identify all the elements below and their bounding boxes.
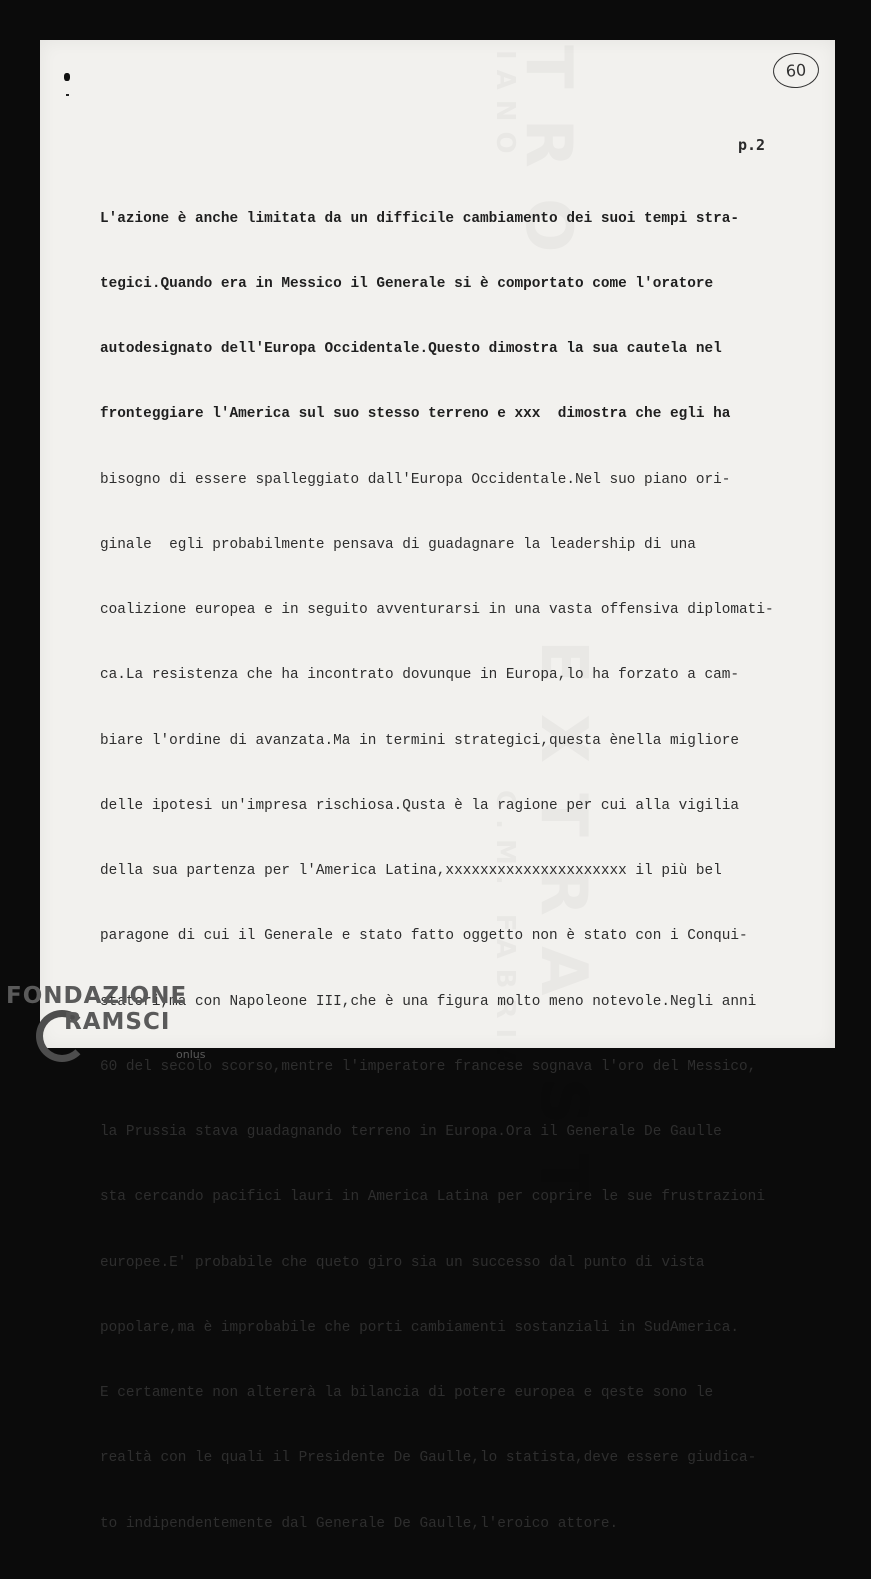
text-line: europee.E' probabile che queto giro sia un successo dal punto di vista (100, 1254, 705, 1271)
text-line: sta cercando pacifici lauri in America Latina per coprire le sue frustrazioni (100, 1189, 765, 1206)
fondazione-gramsci-logo (6, 985, 187, 1034)
text-line: E certamente non altererà la bilancia di potere europea e qeste sono le (100, 1385, 714, 1401)
text-line: bisogno di essere spalleggiato dall'Europa Occidentale.Nel suo piano ori- (100, 471, 731, 488)
text-line: autodesignato dell'Europa Occidentale.Questo dimostra la sua cautela nel (100, 341, 722, 357)
text-line: tegici.Quando era in Messico il Generale si è comportato come l'oratore (100, 275, 714, 292)
text-line: paragone di cui il Generale e stato fatto oggetto non è stato con i Conqui- (100, 928, 748, 945)
typed-body-text (100, 165, 774, 1579)
punch-mark (64, 73, 70, 81)
punch-mark-small (66, 94, 69, 96)
text-line: delle ipotesi un'impresa rischiosa.Qusta è la ragione per cui alla vigilia (100, 797, 740, 814)
logo-line-1: FONDAZIONE (6, 983, 188, 1009)
text-line: la Prussia stava guadagnando terreno in Europa.Ora il Generale De Gaulle (100, 1124, 722, 1140)
logo-line-2: RAMSCI (64, 1009, 171, 1035)
text-line: realtà con le quali il Presidente De Gaulle,lo statista,deve essere giudica- (100, 1450, 757, 1467)
text-line: fronteggiare l'America sul suo stesso terreno e xxx dimostra che egli ha (100, 406, 731, 423)
page-stamp: 60 (772, 51, 820, 89)
logo-subtitle: onlus (176, 1048, 206, 1061)
text-line: popolare,ma è improbabile che porti cambiamenti sostanziali in SudAmerica. (100, 1319, 740, 1336)
text-line: della sua partenza per l'America Latina,xxxxxxxxxxxxxxxxxxxxx il più bel (100, 863, 722, 879)
page-number: p.2 (738, 136, 766, 154)
text-line: to indipendentemente dal Generale De Gaulle,l'eroico attore. (100, 1515, 619, 1532)
text-line: biare l'ordine di avanzata.Ma in termini strategici,questa ènella migliore (100, 732, 740, 749)
text-line: statori,ma con Napoleone III,che è una figura molto meno notevole.Negli anni (100, 993, 757, 1010)
text-line: 60 del secolo scorso,mentre l'imperatore francese sognava l'oro del Messico, (100, 1058, 757, 1075)
text-line: ca.La resistenza che ha incontrato dovunque in Europa,lo ha forzato a cam- (100, 667, 740, 684)
text-line: L'azione è anche limitata da un difficile cambiamento dei suoi tempi stra- (100, 210, 740, 227)
text-line: coalizione europea e in seguito avventurarsi in una vasta offensiva diplomati- (100, 602, 774, 618)
text-line: ginale egli probabilmente pensava di guadagnare la leadership di una (100, 536, 696, 553)
watermark-side (490, 50, 520, 164)
